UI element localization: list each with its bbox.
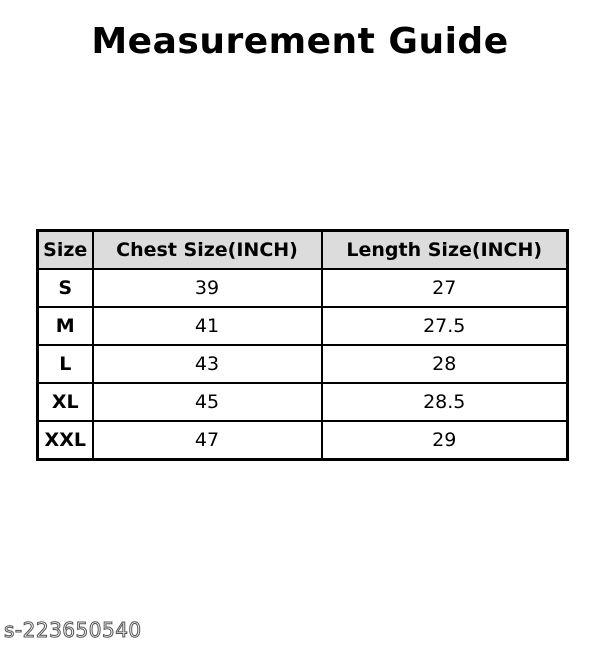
chest-cell: 39	[93, 269, 322, 307]
chest-cell: 45	[93, 383, 322, 421]
length-cell: 29	[322, 421, 568, 460]
size-cell: M	[38, 307, 93, 345]
chest-cell: 47	[93, 421, 322, 460]
length-cell: 27	[322, 269, 568, 307]
header-chest-size: Chest Size(INCH)	[93, 231, 322, 270]
table-row	[38, 345, 568, 383]
chest-cell: 41	[93, 307, 322, 345]
size-cell: S	[38, 269, 93, 307]
page-title: Measurement Guide	[91, 21, 509, 62]
table-row	[38, 383, 568, 421]
table-header-row	[38, 231, 568, 270]
measurement-table	[36, 229, 569, 461]
size-cell: XXL	[38, 421, 93, 460]
chest-cell: 43	[93, 345, 322, 383]
length-cell: 28.5	[322, 383, 568, 421]
size-cell: L	[38, 345, 93, 383]
table-row	[38, 421, 568, 460]
table-row	[38, 269, 568, 307]
length-cell: 27.5	[322, 307, 568, 345]
table-row	[38, 307, 568, 345]
watermark-text: s-223650540	[4, 618, 142, 642]
header-size: Size	[38, 231, 93, 270]
size-cell: XL	[38, 383, 93, 421]
length-cell: 28	[322, 345, 568, 383]
header-length-size: Length Size(INCH)	[322, 231, 568, 270]
